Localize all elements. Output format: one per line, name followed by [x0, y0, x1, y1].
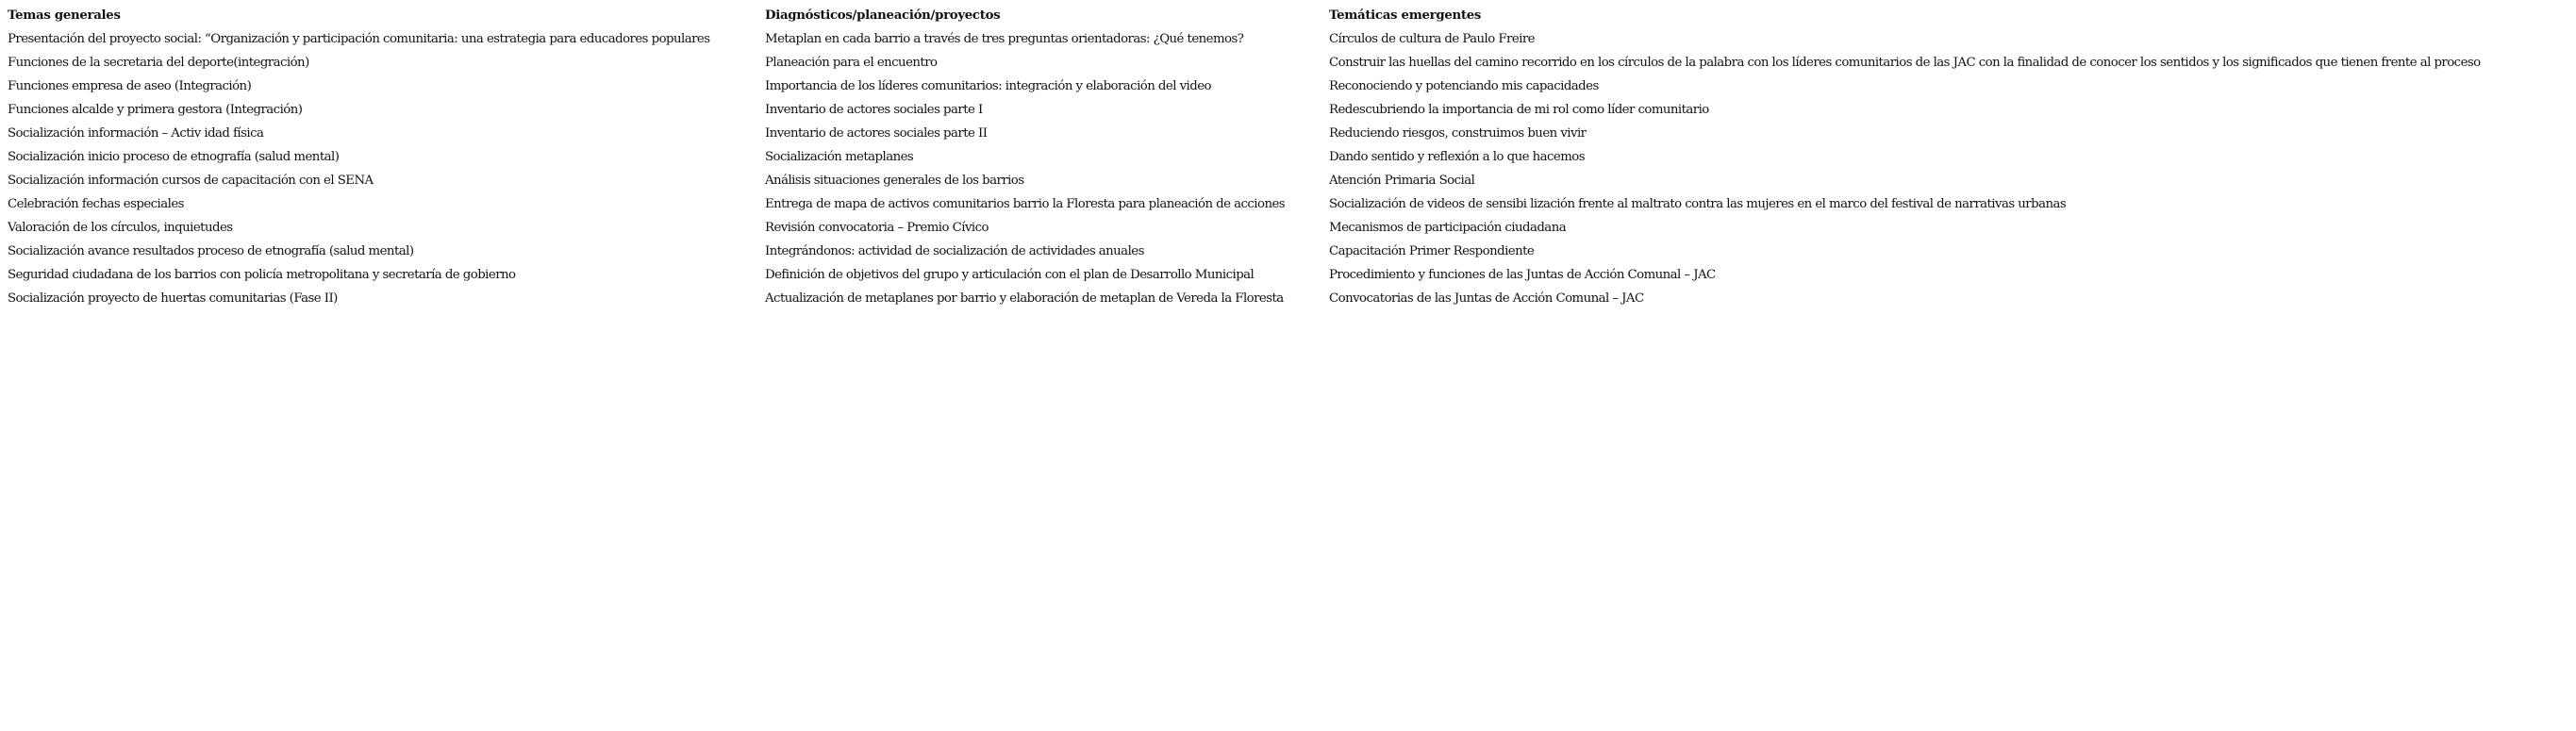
cell-temas-generales: Socialización proyecto de huertas comunitarias (Fase II)	[8, 291, 338, 306]
table-row	[0, 263, 2488, 287]
cell-tematicas-emergentes: Redescubriendo la importancia de mi rol como líder comunitario	[1329, 103, 1709, 117]
cell-tematicas-emergentes: Mecanismos de participación ciudadana	[1329, 221, 1567, 235]
table-row	[0, 145, 2488, 169]
cell-tematicas-emergentes: Procedimiento y funciones de las Juntas de Acción Comunal – JAC	[1329, 268, 1716, 282]
cell-diagnosticos: Inventario de actores sociales parte II	[765, 126, 988, 141]
header-temas-generales: Temas generales	[8, 8, 121, 23]
cell-diagnosticos: Socialización metaplanes	[765, 150, 914, 164]
cell-temas-generales: Socialización inicio proceso de etnografía (salud mental)	[8, 150, 340, 164]
cell-diagnosticos: Metaplan en cada barrio a través de tres preguntas orientadoras: ¿Qué tenemos?	[765, 32, 1244, 46]
cell-temas-generales: Funciones alcalde y primera gestora (Integración)	[8, 103, 303, 117]
cell-diagnosticos: Inventario de actores sociales parte I	[765, 103, 983, 117]
cell-temas-generales: Socialización avance resultados proceso de etnografía (salud mental)	[8, 244, 414, 258]
cell-diagnosticos: Definición de objetivos del grupo y articulación con el plan de Desarrollo Municipal	[765, 268, 1255, 282]
cell-tematicas-emergentes: Convocatorias de las Juntas de Acción Comunal – JAC	[1329, 291, 1644, 306]
topics-table	[0, 0, 2488, 310]
cell-diagnosticos: Revisión convocatoria – Premio Cívico	[765, 221, 989, 235]
cell-diagnosticos: Entrega de mapa de activos comunitarios barrio la Floresta para planeación de acciones	[765, 197, 1286, 211]
table-row	[0, 27, 2488, 51]
cell-tematicas-emergentes: Socialización de videos de sensibi lización frente al maltrato contra las mujeres en el marco del festival de narrativas urbanas	[1329, 197, 2067, 211]
cell-tematicas-emergentes: Dando sentido y reflexión a lo que hacemos	[1329, 150, 1586, 164]
cell-temas-generales: Valoración de los círculos, inquietudes	[8, 221, 233, 235]
header-tematicas-emergentes: Temáticas emergentes	[1329, 8, 1482, 23]
cell-tematicas-emergentes: Capacitación Primer Respondiente	[1329, 244, 1535, 258]
table-row	[0, 169, 2488, 192]
cell-temas-generales: Funciones empresa de aseo (Integración)	[8, 79, 252, 93]
table-row	[0, 287, 2488, 310]
table-row	[0, 240, 2488, 263]
table-row	[0, 98, 2488, 122]
table-row	[0, 122, 2488, 145]
cell-diagnosticos: Actualización de metaplanes por barrio y elaboración de metaplan de Vereda la Floresta	[765, 291, 1284, 306]
header-diagnosticos: Diagnósticos/planeación/proyectos	[765, 8, 1001, 23]
table-row	[0, 75, 2488, 98]
cell-temas-generales: Celebración fechas especiales	[8, 197, 184, 211]
cell-tematicas-emergentes: Reduciendo riesgos, construimos buen vivir	[1329, 126, 1587, 141]
cell-temas-generales: Funciones de la secretaria del deporte(integración)	[8, 56, 309, 70]
cell-tematicas-emergentes: Atención Primaria Social	[1329, 174, 1475, 188]
cell-temas-generales: Socialización información – Activ idad física	[8, 126, 264, 141]
cell-temas-generales: Socialización información cursos de capacitación con el SENA	[8, 174, 374, 188]
cell-diagnosticos: Planeación para el encuentro	[765, 56, 938, 70]
table-row	[0, 192, 2488, 216]
cell-temas-generales: Seguridad ciudadana de los barrios con policía metropolitana y secretaría de gobierno	[8, 268, 516, 282]
header-row	[0, 0, 2488, 27]
cell-tematicas-emergentes: Construir las huellas del camino recorrido en los círculos de la palabra con los líderes comunitarios de las JAC con la finalidad de conocer los sentidos y los significados que tienen frente al proceso	[1329, 56, 2481, 70]
cell-tematicas-emergentes: Círculos de cultura de Paulo Freire	[1329, 32, 1536, 46]
cell-diagnosticos: Importancia de los líderes comunitarios: integración y elaboración del video	[765, 79, 1211, 93]
cell-temas-generales: Presentación del proyecto social: “Organización y participación comunitaria: una estrategia para educadores populares	[8, 32, 710, 46]
table-row	[0, 216, 2488, 240]
cell-diagnosticos: Integrándonos: actividad de socialización de actividades anuales	[765, 244, 1144, 258]
table-row	[0, 51, 2488, 75]
cell-diagnosticos: Análisis situaciones generales de los barrios	[765, 174, 1024, 188]
cell-tematicas-emergentes: Reconociendo y potenciando mis capacidades	[1329, 79, 1599, 93]
